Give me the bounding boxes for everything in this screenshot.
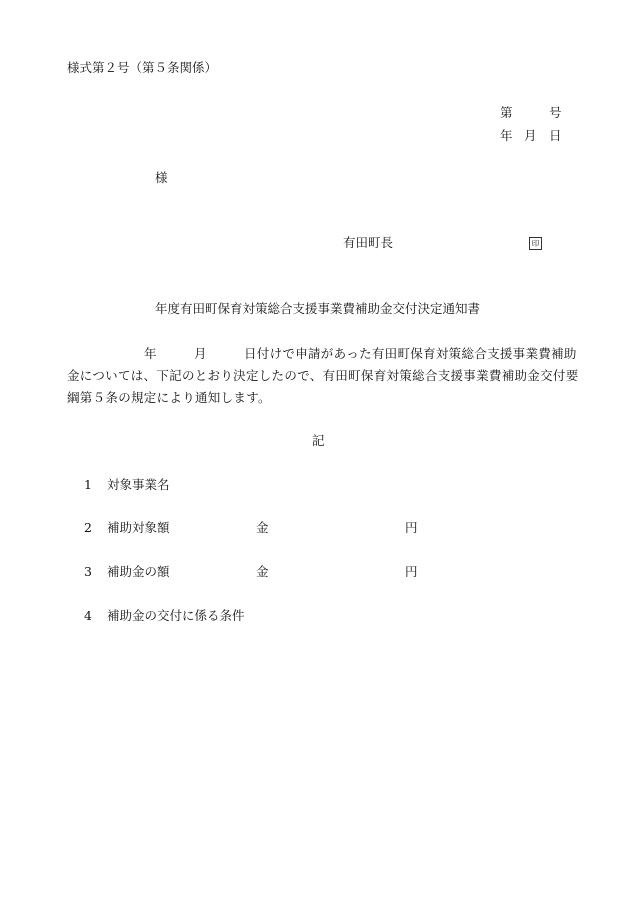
body-line2: 金については、下記のとおり決定したので、有田町保育対策総合支援事業費補助金交付要 [67,368,579,383]
item-3-label: 補助金の額 [107,564,170,579]
item-1-label: 対象事業名 [107,477,170,492]
item-4-number: 4 [84,608,92,623]
doc-number-prefix: 第 [500,105,513,120]
item-2-kin: 金 [256,520,269,535]
item-2-number: 2 [84,520,92,535]
date-month: 月 [524,128,537,143]
date-day: 日 [549,128,562,143]
body-month: 月 [194,346,207,361]
form-label: 様式第２号（第５条関係） [67,60,218,75]
body-line1-rest: 日付けで申請があった有田町保育対策総合支援事業費補助 [244,346,577,361]
body-line3: 綱第５条の規定により通知します。 [67,390,271,405]
ki-mark: 記 [312,433,325,448]
seal-mark: 印 [529,237,542,250]
addressee-suffix: 様 [155,170,168,185]
item-2-label: 補助対象額 [107,520,170,535]
item-4-label: 補助金の交付に係る条件 [107,608,245,623]
item-1-number: 1 [84,477,92,492]
item-2-yen: 円 [405,520,418,535]
issuer-title: 有田町長 [343,235,394,250]
date-year: 年 [500,128,513,143]
item-3-number: 3 [84,564,92,579]
document-title: 年度有田町保育対策総合支援事業費補助金交付決定通知書 [155,301,481,316]
body-year: 年 [144,346,157,361]
item-3-kin: 金 [256,564,269,579]
doc-number-suffix: 号 [549,105,562,120]
item-3-yen: 円 [405,564,418,579]
